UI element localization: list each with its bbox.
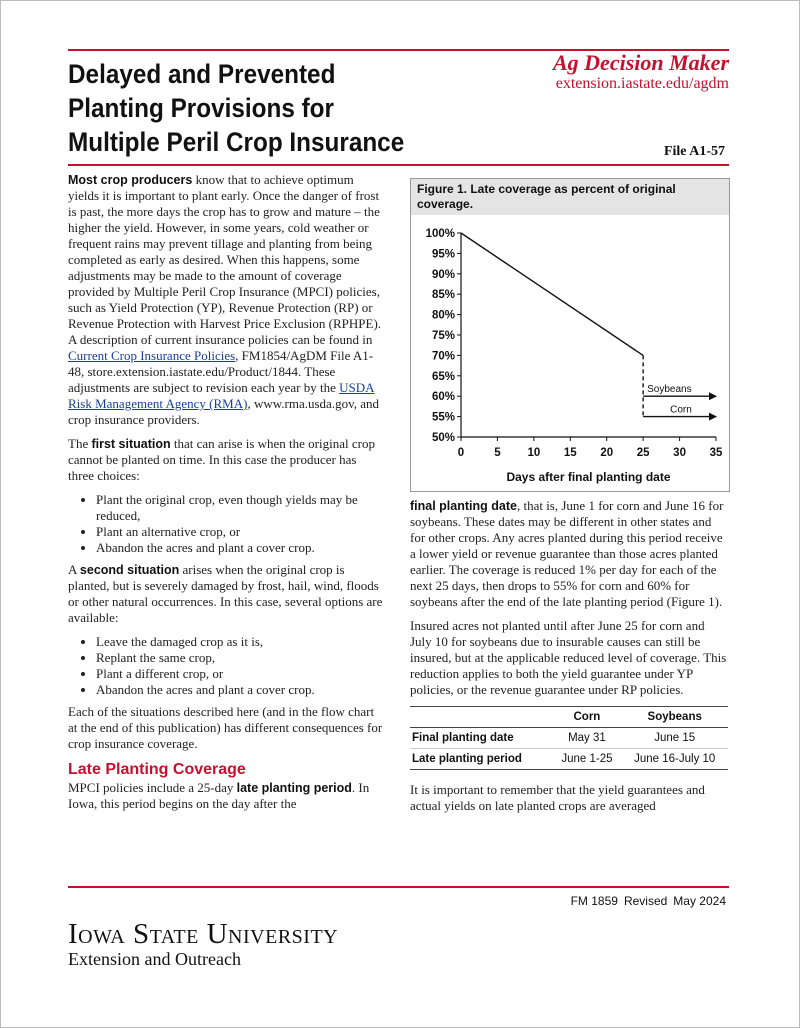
y-tick-label: 95% [431,248,455,261]
brand-url[interactable]: extension.iastate.edu/agdm [555,75,729,92]
second-situation-paragraph: A second situation arises when the original crop is planted, but is severely damaged by frost, hail, wind, floods or other natural occurrences. In this case, several options are available: [68,562,383,625]
pub-number: FM 1859 [570,894,618,908]
second-situation-list [68,634,384,698]
page-title [68,57,437,159]
title-line: Planting Provisions for [68,93,334,123]
table-cell: Late planting period [410,749,552,770]
late-planting-paragraph: MPCI policies include a 25-day late planting period. In Iowa, this period begins on the day after the [68,780,370,811]
revised-date: May 2024 [673,894,726,908]
y-tick-label: 80% [431,309,455,322]
list-item: • Replant the same crop, [96,650,384,666]
list-item: • Leave the damaged crop as it is, [96,634,384,650]
y-tick-label: 65% [431,370,455,383]
x-tick-label: 30 [673,447,686,459]
brand-block [553,51,729,92]
header-rule-bottom [68,164,729,166]
first-situation-paragraph: The first situation that can arise is when the original crop cannot be planted on time. In this case the producer has three choices: [68,436,375,483]
file-number: File A1-57 [663,144,725,159]
university-name: Iowa State University [68,918,339,950]
table-header: Corn [573,711,601,723]
averaging-paragraph: It is important to remember that the yield guarantees and actual yields on late planted crops are averaged [410,782,705,813]
left-column [68,172,384,820]
y-tick-label: 85% [431,289,455,302]
first-situation-list [68,492,384,556]
insured-acres-paragraph: Insured acres not planted until after June 25 for corn and July 10 for soybeans due to insurable causes can still be insured, but at the applicable reduced level of coverage. This reduction applies to both the yield guarantee under YP policies, or the revenue guarantee under RP policies. [410,618,727,697]
list-item: • Plant a different crop, or [96,666,384,682]
revised-label: Revised [623,894,668,908]
current-policies-link[interactable]: Current Crop Insurance Policies [68,348,236,363]
extension-name: Extension and Outreach [68,949,241,969]
x-axis-label: Days after final planting date [506,470,671,484]
list-item: • Abandon the acres and plant a cover crop. [96,540,384,556]
table-row [410,728,728,749]
title-line: Delayed and Prevented [68,59,336,89]
y-tick-label: 100% [425,228,455,240]
figure-1 [410,178,730,492]
title-line: Multiple Peril Crop Insurance [68,127,405,157]
figure-caption: Figure 1. Late coverage as percent of original coverage. [411,179,729,215]
rma-link[interactable]: USDA Risk Management Agency (RMA) [68,380,375,411]
x-tick-label: 25 [636,447,650,459]
x-tick-label: 0 [457,447,465,459]
university-logo [68,919,338,969]
brand-name: Ag Decision Maker [553,50,729,75]
table-header: Soybeans [647,711,702,723]
list-item: • Plant the original crop, even though yields may be reduced, [96,492,384,524]
table-header [410,707,552,728]
coverage-line [461,233,643,355]
publication-id [565,894,726,908]
x-tick-label: 5 [494,447,501,459]
list-item: • Plant an alternative crop, or [96,524,384,540]
section-heading: Late Planting Coverage [68,761,246,778]
x-tick-label: 35 [709,447,723,459]
table-cell: Final planting date [410,728,552,749]
list-item: • Abandon the acres and plant a cover crop. [96,682,384,698]
table-cell: June 1-25 [552,749,621,770]
table-cell: May 31 [552,728,621,749]
right-column [410,498,728,822]
corn-label: Corn [670,404,692,416]
consequences-paragraph: Each of the situations described here (and in the flow chart at the end of this publication) has different consequences for crop insurance coverage. [68,704,383,751]
x-tick-label: 20 [600,447,614,459]
table-cell: June 15 [621,728,728,749]
x-tick-label: 15 [563,447,577,459]
footer-rule [68,886,729,888]
coverage-chart [411,215,729,491]
intro-lead: Most crop producers [68,173,193,187]
y-tick-label: 55% [431,411,455,424]
table-header-row [410,707,728,728]
intro-paragraph: Most crop producers know that to achieve optimum yields it is important to plant early. Once the danger of frost is past, the more days the crop has to grow and mature – the higher the yield. However, in some years, cold weather or frequent rains may prevent tillage and planting from being completed as early as desired. When this happens, some adjustments may be made to the amount of coverage provided by Multiple Peril Crop Insurance (MPCI) policies, such as Yield Protection (YP), Revenue Protection (RP) or Revenue Protection with Harvest Price Exclusion (RPHPE). A description of current insurance policies can be found in Current Crop Insurance Policies, FM1854/AgDM File A1-48, store.extension.iastate.edu/Product/1844. These adjustments are subject to revision each year by the USDA Risk Management Agency (RMA), www.rma.usda.gov, and crop insurance providers. [68,172,382,427]
table-cell: June 16-July 10 [621,749,728,770]
final-planting-paragraph: final planting date, that is, June 1 for corn and June 16 for soybeans. These dates may be different in other states and for other crops. Any acres planted during this period receive a lower yield or revenue guarantee than those acres planted earlier. The coverage is reduced 1% per day for each of the next 25 days, then drops to 55% for corn and 60% for soybeans after the end of the late planting period (Figure 1). [410,498,724,609]
planting-dates-table [410,706,728,770]
y-tick-label: 60% [431,391,455,404]
soybeans-label: Soybeans [647,384,692,396]
y-tick-label: 50% [431,432,455,444]
x-tick-label: 10 [527,447,541,459]
y-tick-label: 70% [431,350,455,363]
y-tick-label: 75% [431,330,455,342]
table-row [410,749,728,770]
y-tick-label: 90% [431,268,455,281]
